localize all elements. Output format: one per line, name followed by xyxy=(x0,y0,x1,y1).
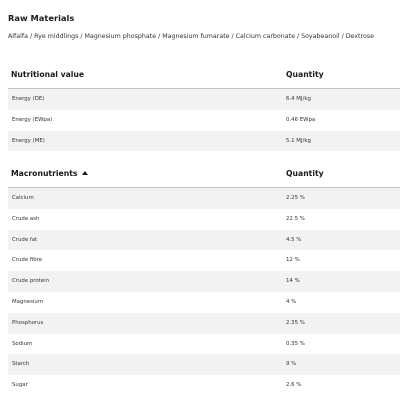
nutritional-quantity-header: Quantity xyxy=(286,70,324,79)
table-row xyxy=(8,131,400,152)
row-quantity: 2.35 % xyxy=(286,319,305,326)
row-name: Energy (ME) xyxy=(12,137,45,144)
row-quantity: 0.35 % xyxy=(286,340,305,347)
table-row xyxy=(8,209,400,230)
row-quantity: 2.25 % xyxy=(286,195,305,201)
raw-materials-title: Raw Materials xyxy=(8,13,75,23)
row-quantity: 4 % xyxy=(286,298,297,305)
macronutrients-header-label: Macronutrients xyxy=(11,169,78,178)
nutritional-table-body xyxy=(8,89,400,151)
row-quantity: 6.4 MJ/kg xyxy=(286,96,311,102)
row-name: Energy (EWpa) xyxy=(12,116,53,123)
raw-materials-list: Alfalfa / Rye middlings / Magnesium phosphate / Magnesium fumarate / Calcium carbonate / Soyabeanoil / Dextrose xyxy=(8,33,374,40)
macro-table-header xyxy=(8,160,400,188)
table-row xyxy=(8,354,400,375)
row-quantity: 9 % xyxy=(286,361,297,368)
macro-table-body xyxy=(8,188,400,396)
table-row xyxy=(8,89,400,110)
table-row xyxy=(8,375,400,396)
triangle-up-icon xyxy=(82,171,88,175)
table-row xyxy=(8,110,400,131)
row-name: Phosphorus xyxy=(12,319,44,326)
row-name: Crude fat xyxy=(12,236,38,243)
table-row xyxy=(8,188,400,209)
row-name: Calcium xyxy=(12,195,34,201)
row-name: Crude protein xyxy=(12,278,50,285)
row-name: Energy (DE) xyxy=(12,96,45,102)
macronutrients-table xyxy=(8,160,400,396)
row-name: Crude ash xyxy=(12,215,40,222)
table-row xyxy=(8,313,400,334)
row-quantity: 4.5 % xyxy=(286,236,302,243)
table-row xyxy=(8,230,400,251)
row-name: Magnesium xyxy=(12,298,44,305)
macro-quantity-header: Quantity xyxy=(286,169,324,178)
row-name: Crude fibre xyxy=(12,257,43,264)
row-quantity: 22.5 % xyxy=(286,215,305,222)
row-quantity: 12 % xyxy=(286,257,300,264)
nutritional-value-table xyxy=(8,61,400,151)
nutritional-value-header: Nutritional value xyxy=(11,70,85,79)
nutritional-table-header xyxy=(8,61,400,89)
table-row xyxy=(8,250,400,271)
row-quantity: 14 % xyxy=(286,278,300,285)
row-quantity: 5.1 MJ/kg xyxy=(286,137,311,144)
row-name: Sodium xyxy=(12,340,33,347)
row-name: Sugar xyxy=(12,382,28,389)
row-quantity: 2.6 % xyxy=(286,382,302,389)
macronutrients-sort-header[interactable] xyxy=(11,169,88,178)
row-quantity: 0.46 EWpa xyxy=(286,116,316,123)
table-row xyxy=(8,334,400,355)
table-row xyxy=(8,292,400,313)
table-row xyxy=(8,271,400,292)
row-name: Starch xyxy=(12,361,30,368)
